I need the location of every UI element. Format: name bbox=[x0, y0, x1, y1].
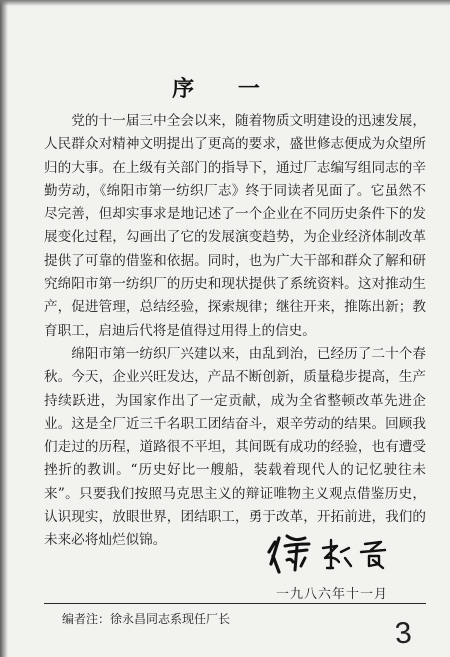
handwritten-signature bbox=[265, 528, 415, 576]
page-number: 3 bbox=[393, 616, 413, 651]
editor-note: 编者注：徐永昌同志系现任厂长 bbox=[62, 612, 231, 626]
paragraph-2: 绵阳市第一纺织厂兴建以来，由乱到治，已经历了二十个春秋。今天，企业兴旺发达，产品不断创新，质量稳步提高，生产持续跃进，为国家作出了一定贡献，成为全省整顿改革先进企业。这是全厂近三千名职工团结奋斗，艰辛劳动的结果。回顾我们走过的历程，道路很不平坦，其间既有成功的经验，也有遭受挫折的教训。“历史好比一艘船，装载着现代人的记忆驶往未来”。只要我们按照马克思主义的辩证唯物主义观点借鉴历史，认识现实，放眼世界，团结职工，勇于改革，开拓前进，我们的未来必将灿烂似锦。 bbox=[44, 345, 426, 549]
scan-shadow-top bbox=[0, 0, 450, 6]
preface-body bbox=[44, 110, 426, 553]
footnote-divider bbox=[44, 603, 426, 604]
preface-date: 一九八六年十一月 bbox=[276, 587, 389, 602]
preface-title: 序 一 bbox=[172, 76, 278, 102]
signature-glyphs bbox=[265, 528, 415, 576]
paragraph-1: 党的十一届三中全会以来，随着物质文明建设的迅速发展，人民群众对精神文明提出了更高的要求，盛世修志便成为众望所归的大事。在上级有关部门的指导下，通过厂志编写组同志的辛勤劳动，《绵阳市第一纺织厂志》终于同读者见面了。它虽然不尽完善，但却实事求是地记述了一个企业在不同历史条件下的发展变化过程，勾画出了它的发展演变趋势，为企业经济体制改革提供了可靠的借鉴和依据。同时，也为广大干部和群众了解和研究绵阳市第一纺织厂的历史和现状提供了系统资料。这对推动生产，促进管理，总结经验，探索规律；继往开来，推陈出新；教育职工，启迪后代将是值得过用得上的信史。 bbox=[44, 113, 426, 339]
